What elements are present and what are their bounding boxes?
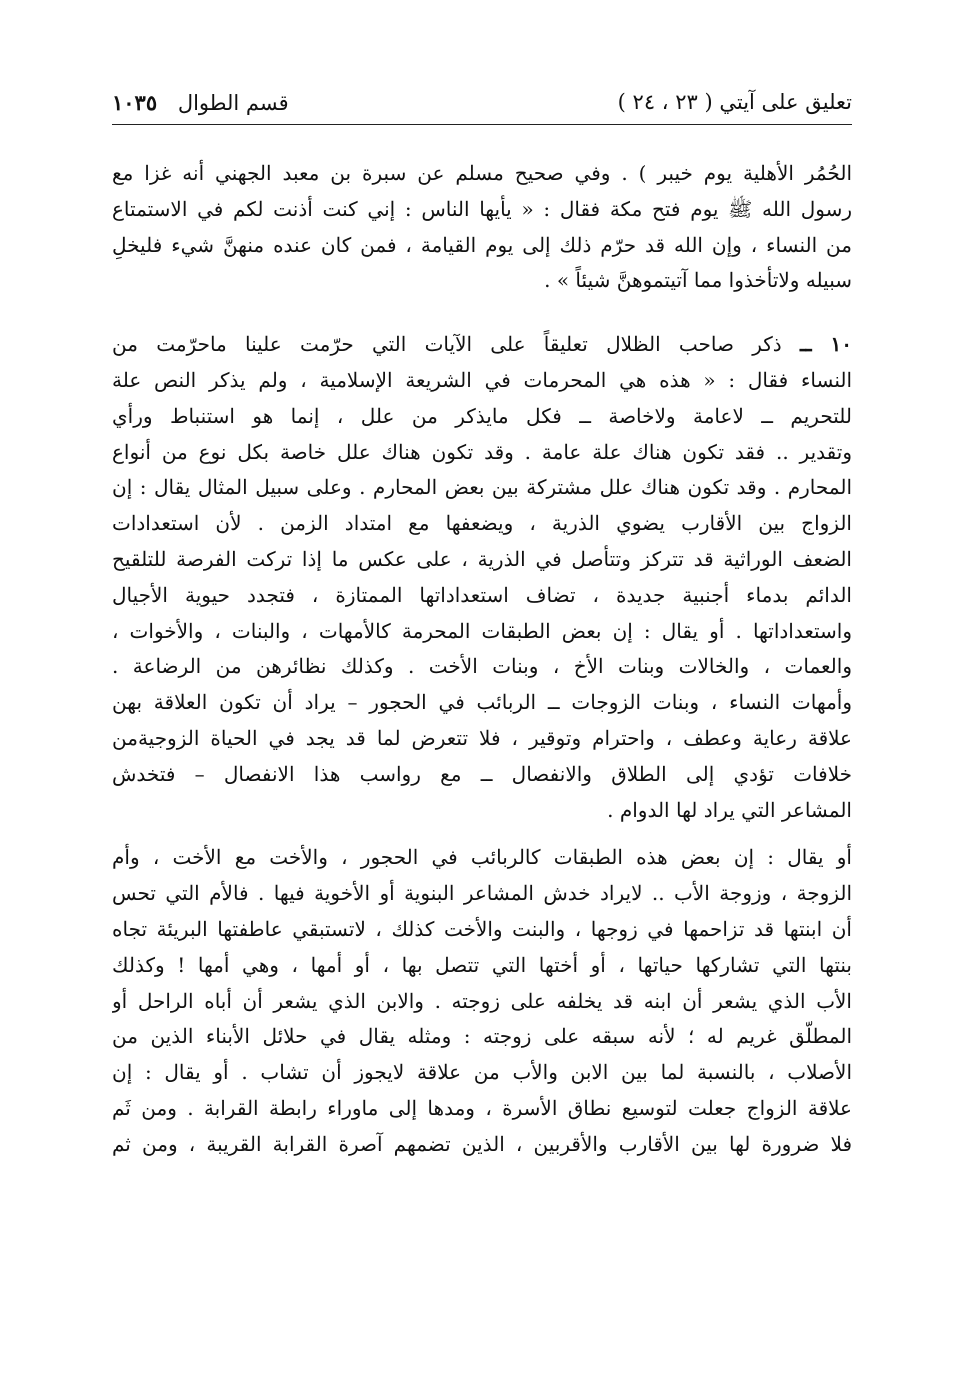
- text-line: الأصلاب ، بالنسبة لما بين الابن والأب من علاقة لايجوز أن تشاب . أو يقال : إن: [112, 1060, 852, 1085]
- paragraph-10-zilal-commentary: [112, 327, 852, 828]
- text-line: سبيله ولاتأخذوا مما آتيتموهنَّ شيئاً » .: [544, 268, 852, 293]
- text-line: أن ابنتها قد تزاحمها في زوجها ، والبنت والأخت كذلك ، لاتستبقي عاطفتها البريئة تجاه: [112, 916, 852, 941]
- text-line: رسول الله ﷺ يوم فتح مكة فقال : « يأيها الناس : إني كنت أذنت لكم في الاستمتاع: [112, 196, 852, 221]
- text-line: بنتها التي تشاركها حياتها ، أو أختها التي تتصل بها ، أو أمها ، وهي أمها ! وكذلك: [112, 952, 852, 977]
- paragraph-hadith-continuation: [112, 156, 852, 299]
- text-line: المشاعر التي يراد لها الدوام .: [607, 797, 852, 822]
- running-title: تعليق على آيتي ( ٢٣ ، ٢٤ ): [617, 90, 852, 114]
- text-line: فلا ضرورة لها بين الأقارب والأقربين ، الذين تضمهم آصرة القرابة القريبة ، ومن ثم: [112, 1131, 852, 1156]
- text-line: والعمات ، والخالات وبنات الأخ ، وبنات الأخت . وكذلك نظائرهن من الرضاعة .: [112, 654, 852, 679]
- section-title: قسم الطوال: [177, 91, 289, 115]
- text-line-first: [112, 327, 852, 363]
- text-line: المطلّق غريم له ؛ لأنه سبقه على زوجته : ومثله يقال في حلائل الأبناء الذين من: [112, 1024, 852, 1049]
- text-line: الحُمُر الأهلية يوم خيبر ) . وفي صحيح مسلم عن سبرة بن معبد الجهني أنه غزا مع: [112, 161, 852, 185]
- text-line: علاقة رعاية وعطف ، واحترام وتوقير ، فلا تتعرض لما قد يجد في الحياة الزوجيةمن: [112, 725, 852, 750]
- running-header: [112, 88, 852, 125]
- page-body: [112, 156, 852, 1163]
- text-line: للتحريم ــ لاعامة ولاخاصة ــ فكل مايذكر من علل ، إنما هو استنباط ورأي: [112, 403, 852, 428]
- text-line: الزوجة ، وزوجة الأب .. لايراد خدش المشاعر البنوية أو الأخوية فيها . فالأم التي تحس: [112, 881, 852, 906]
- text-line: النساء فقال : « هذه هي المحرمات في الشريعة الإسلامية ، ولم يذكر النص علة: [112, 367, 852, 392]
- text-line: أو يقال : إن بعض هذه الطبقات كالربائب في الحجور ، والأخت مع الأخت ، وأم: [112, 845, 852, 870]
- text-line: خلافات تؤدي إلى الطلاق والانفصال ــ مع رواسب هذا الانفصال – فتخدش: [112, 761, 852, 786]
- text-line: المحارم . وقد تكون هناك علل مشتركة بين بعض المحارم . وعلى سبيل المثال يقال : إن: [112, 475, 852, 500]
- text-line: من النساء ، وإن الله قد حرّم ذلك إلى يوم القيامة ، فمن كان عنده منهنَّ شيء فليخلِ: [112, 232, 852, 257]
- text-line: وتقدير .. فقد تكون هناك علة عامة . وقد تكون هناك علل خاصة بكل نوع من أنواع: [112, 439, 852, 464]
- text-line: وأمهات النساء ، وبنات الزوجات ــ الربائب في الحجور – يراد أن تكون العلاقة بهن: [112, 690, 852, 715]
- paragraph-number: ١٠ ــ: [799, 332, 852, 357]
- text-line: واستعداداتها . أو يقال : إن بعض الطبقات المحرمة كالأمهات ، والبنات ، والأخوات ،: [112, 618, 852, 643]
- paragraph-kinship-reasons: [112, 840, 852, 1162]
- text-line: الدائم بدماء أجنبية جديدة ، تضاف استعداداتها الممتازة ، فتجدد حيوية الأجيال: [112, 582, 852, 607]
- page-number: ١٠٣٥: [112, 90, 158, 115]
- text-line: علاقة الزواج جعلت لتوسيع نطاق الأسرة ، ومدها إلى ماوراء رابطة القرابة . ومن ثَم: [112, 1095, 852, 1120]
- header-section-and-page: [112, 90, 289, 115]
- text-line: الأب الذي يشعر أن ابنه قد يخلفه على زوجته . والابن الذي يشعر أن أباه الراحل أو: [112, 988, 852, 1013]
- text-line: الضعف الوراثية قد تتركز وتتأصل في الذرية ، على عكس ما إذا تركت الفرصة للتلقيح: [112, 546, 852, 571]
- text-line-content: ذكر صاحب الظلال تعليقاً على الآيات التي حرّمت علينا ماحرّمت من: [112, 332, 782, 357]
- text-line: الزواج بين الأقارب يضوي الذرية ، ويضعفها مع امتداد الزمن . لأن استعدادات: [112, 511, 852, 536]
